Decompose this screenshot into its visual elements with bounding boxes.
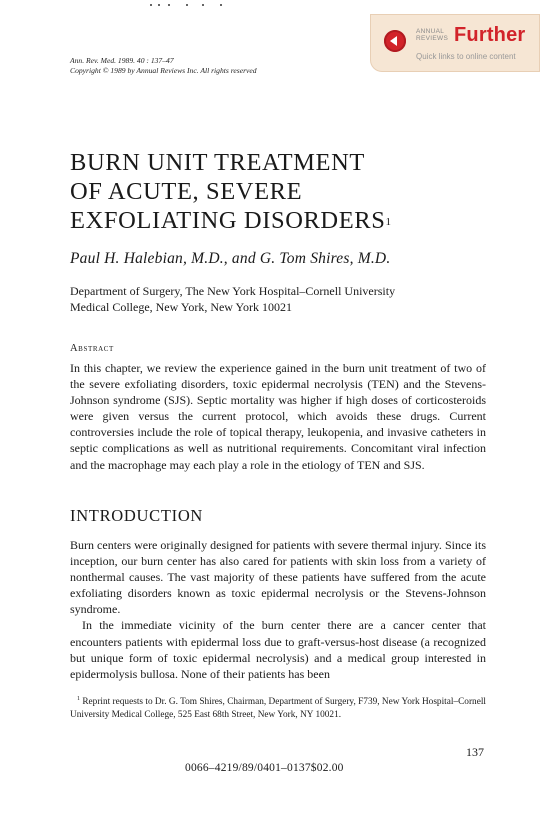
footnote (70, 693, 486, 722)
affiliation-line-1: Department of Surgery, The New York Hospital–Cornell University (70, 284, 396, 298)
abstract-heading: Abstract (70, 343, 114, 354)
footnote-mark: 1 (77, 696, 80, 702)
introduction-body (70, 537, 486, 682)
abstract-text: In this chapter, we review the experience gained in the burn unit treatment of two of the severe exfoliating disorders, toxic epidermal necrolysis (TEN) and the Stevens-Johnson syndrome (SJS). Septic mortality was higher if high doses of corticosteroids were given versus the current protocol, which avoids these drugs. Current controversies include the role of topical therapy, leukopenia, and invasive catheters in septic complications as well as nutritional requirements. Concomitant viral infection and the macrophage may each play a role in the etiology of TEN and SJS. (70, 361, 486, 472)
page-number: 137 (466, 745, 484, 759)
affiliation (70, 283, 395, 315)
affiliation-line-2: Medical College, New York, New York 10021 (70, 300, 292, 314)
article-code: 0066–4219/89/0401–0137$02.00 (185, 762, 344, 774)
journal-citation (70, 56, 257, 76)
introduction-paragraph-2: In the immediate vicinity of the burn center there are a cancer center that encounters patients with epidermal loss due to graft-versus-host disease (a recognized but unique form of toxic epidermal necrolysis) and a medical group interested in epidermolysis bullosa. None of their patients has been (70, 618, 486, 681)
further-badge[interactable] (370, 14, 540, 72)
copyright-line: Copyright © 1989 by Annual Reviews Inc. All rights reserved (70, 66, 257, 75)
article-title (70, 148, 392, 235)
badge-brand: ANNUAL REVIEWS (416, 28, 449, 42)
footnote-text: Reprint requests to Dr. G. Tom Shires, Chairman, Department of Surgery, F739, New York Hospital–Cornell University Medical College, 525 East 68th Street, New York, NY 10021. (70, 697, 486, 720)
title-line-3: EXFOLIATING DISORDERS (70, 207, 386, 234)
introduction-heading: INTRODUCTION (70, 506, 204, 525)
title-line-2: OF ACUTE, SEVERE (70, 178, 303, 205)
introduction-paragraph-1: Burn centers were originally designed for patients with severe thermal injury. Since its inception, our burn center has also cared for patients with skin loss from a variety of nonthermal causes. The vast majority of these patients have suffered from the acute exfoliating disorders known as toxic epidermal necrolysis or the Stevens-Johnson syndrome. (70, 538, 486, 617)
scan-specks (150, 4, 230, 7)
badge-tagline: Quick links to online content (416, 52, 516, 61)
title-footnote-mark[interactable]: 1 (385, 216, 392, 228)
author-line: Paul H. Halebian, M.D., and G. Tom Shires, M.D. (70, 250, 391, 267)
badge-word: Further (454, 24, 526, 46)
play-left-icon[interactable] (384, 30, 406, 52)
title-line-1: BURN UNIT TREATMENT (70, 149, 365, 176)
journal-line: Ann. Rev. Med. 1989. 40 : 137–47 (70, 56, 174, 65)
